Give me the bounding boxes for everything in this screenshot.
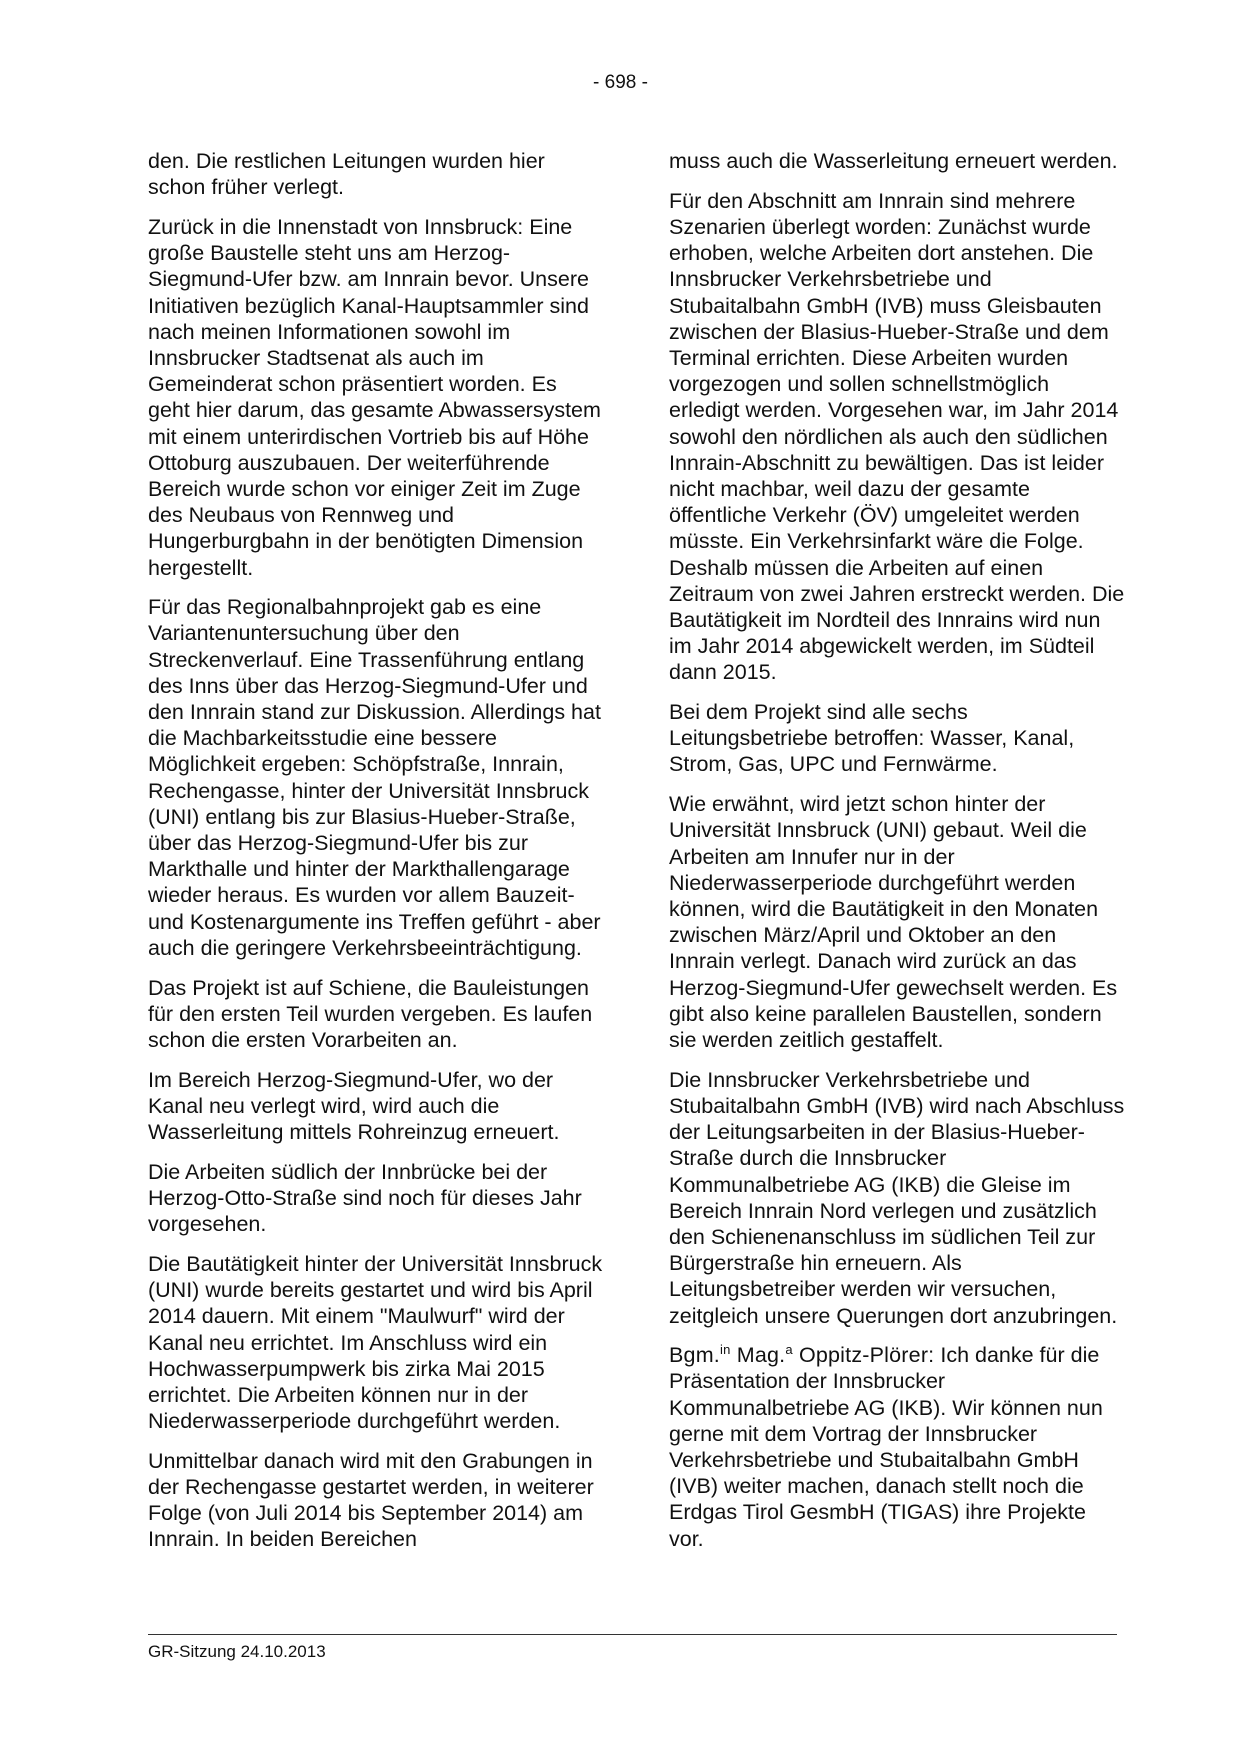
paragraph: Das Projekt ist auf Schiene, die Bauleistungen für den ersten Teil wurden vergeben. Es laufen schon die ersten Vorarbeiten an. bbox=[148, 975, 593, 1052]
left-column bbox=[148, 148, 604, 1566]
speaker-surname: Oppitz-Plörer: bbox=[798, 1343, 935, 1368]
speaker-name bbox=[669, 1343, 934, 1367]
footer-divider bbox=[148, 1634, 1117, 1635]
paragraph: Für das Regionalbahnprojekt gab es eine Variantenuntersuchung über den Streckenverlauf. Eine Trassenführung entlang des Inns über das Herzog-Siegmund-Ufer und den Innrain stand zur Diskussion. Allerdings hat die Machbarkeitsstudie eine bessere Möglichkeit ergeben: Schöpfstraße, Innrain, Rechengasse, hinter der Universität Innsbruck (UNI) entlang bis zur Blasius-Hueber-Straße, über das Herzog-Siegmund-Ufer bis zur Markthalle und hinter der Markthallengarage wieder heraus. Es wurden vor allem Bauzeit- und Kostenargumente ins Treffen geführt - aber auch die geringere Verkehrsbeeinträchtigung. bbox=[148, 595, 601, 960]
paragraph: den. Die restlichen Leitungen wurden hier schon früher verlegt. bbox=[148, 149, 545, 200]
paragraph: Zurück in die Innenstadt von Innsbruck: Eine große Baustelle steht uns am Herzog-Siegmund-Ufer bzw. am Innrain bevor. Unsere Initiativen bezüglich Kanal-Hauptsammler sind nach meinen Informationen sowohl im Innsbrucker Stadtsenat als auch im Gemeinderat schon präsentiert worden. Es geht hier darum, das gesamte Abwassersystem mit einem unterirdischen Vortrieb bis auf Höhe Ottoburg auszubauen. Der weiterführende Bereich wurde schon vor einiger Zeit im Zuge des Neubaus von Rennweg und Hungerburgbahn in der benötigten Dimension hergestellt. bbox=[148, 214, 601, 580]
paragraph: Für den Abschnitt am Innrain sind mehrere Szenarien überlegt worden: Zunächst wurde erhoben, welche Arbeiten dort anstehen. Die Innsbrucker Verkehrsbetriebe und Stubaitalbahn GmbH (IVB) muss Gleisbauten zwischen der Blasius-Hueber-Straße und dem Terminal errichten. Diese Arbeiten wurden vorgezogen und sollen schnellstmöglich erledigt werden. Vorgesehen war, im Jahr 2014 sowohl den nördlichen als auch den südlichen Innrain-Abschnitt zu bewältigen. Das ist leider nicht machbar, weil dazu der gesamte öffentliche Verkehr (ÖV) umgeleitet werden müsste. Ein Verkehrsinfarkt wäre die Folge. Deshalb müssen die Arbeiten auf einen Zeitraum von zwei Jahren erstreckt werden. Die Bautätigkeit im Nordteil des Innrains wird nun im Jahr 2014 abgewickelt werden, im Südteil dann 2015. bbox=[669, 188, 1125, 685]
paragraph: Bei dem Projekt sind alle sechs Leitungsbetriebe betroffen: Wasser, Kanal, Strom, Gas, UPC und Fernwärme. bbox=[669, 700, 1075, 777]
paragraph: muss auch die Wasserleitung erneuert werden. bbox=[669, 149, 1118, 173]
speaker-title-sup: in bbox=[719, 1342, 731, 1358]
paragraph: Die Arbeiten südlich der Innbrücke bei der Herzog-Otto-Straße sind noch für dieses Jahr vorgesehen. bbox=[148, 1159, 582, 1237]
speaker-degree-sup: a bbox=[785, 1342, 793, 1358]
right-column bbox=[669, 148, 1125, 1565]
page-number: - 698 - bbox=[593, 72, 648, 93]
paragraph: Die Bautätigkeit hinter der Universität Innsbruck (UNI) wurde bereits gestartet und wird bis April 2014 dauern. Mit einem "Maulwurf" wird der Kanal neu errichtet. Im Anschluss wird ein Hochwasserpumpwerk bis zirka Mai 2015 errichtet. Die Arbeiten können nur in der Niederwasserperiode durchgeführt werden. bbox=[148, 1251, 603, 1434]
paragraph: Wie erwähnt, wird jetzt schon hinter der Universität Innsbruck (UNI) gebaut. Weil die Arbeiten am Innufer nur in der Niederwasserperiode durchgeführt werden können, wird die Bautätigkeit in den Monaten zwischen März/April und Oktober an den Innrain verlegt. Danach wird zurück an das Herzog-Siegmund-Ufer gewechselt werden. Es gibt also keine parallelen Baustellen, sondern sie werden zeitlich gestaffelt. bbox=[669, 792, 1118, 1052]
footer-session-date: GR-Sitzung 24.10.2013 bbox=[148, 1642, 326, 1661]
paragraph: Unmittelbar danach wird mit den Grabungen in der Rechengasse gestartet werden, in weiterer Folge (von Juli 2014 bis September 2014) am Innrain. In beiden Bereichen bbox=[148, 1448, 594, 1552]
paragraph: Die Innsbrucker Verkehrsbetriebe und Stubaitalbahn GmbH (IVB) wird nach Abschluss der Leitungsarbeiten in der Blasius-Hueber-Straße durch die Innsbrucker Kommunalbetriebe AG (IKB) die Gleise im Bereich Innrain Nord verlegen und zusätzlich den Schienenanschluss im südlichen Teil zur Bürgerstraße hin erneuern. Als Leitungsbetreiber werden wir versuchen, zeitgleich unsere Querungen dort anzubringen. bbox=[669, 1067, 1125, 1328]
paragraph: Im Bereich Herzog-Siegmund-Ufer, wo der Kanal neu verlegt wird, wird auch die Wasserleitung mittels Rohreinzug erneuert. bbox=[148, 1067, 560, 1145]
speaker-paragraph bbox=[669, 1342, 1125, 1552]
speaker-title: Bgm. bbox=[669, 1343, 720, 1368]
speaker-text: Ich danke für die Präsentation der Innsbrucker Kommunalbetriebe AG (IKB). Wir können nun gerne mit dem Vortrag der Innsbrucker Verkehrsbetriebe und Stubaitalbahn GmbH (IVB) weiter machen, danach stellt noch die Erdgas Tirol GesmbH (TIGAS) ihre Projekte vor. bbox=[669, 1343, 1103, 1551]
speaker-degree: Mag. bbox=[736, 1343, 786, 1368]
